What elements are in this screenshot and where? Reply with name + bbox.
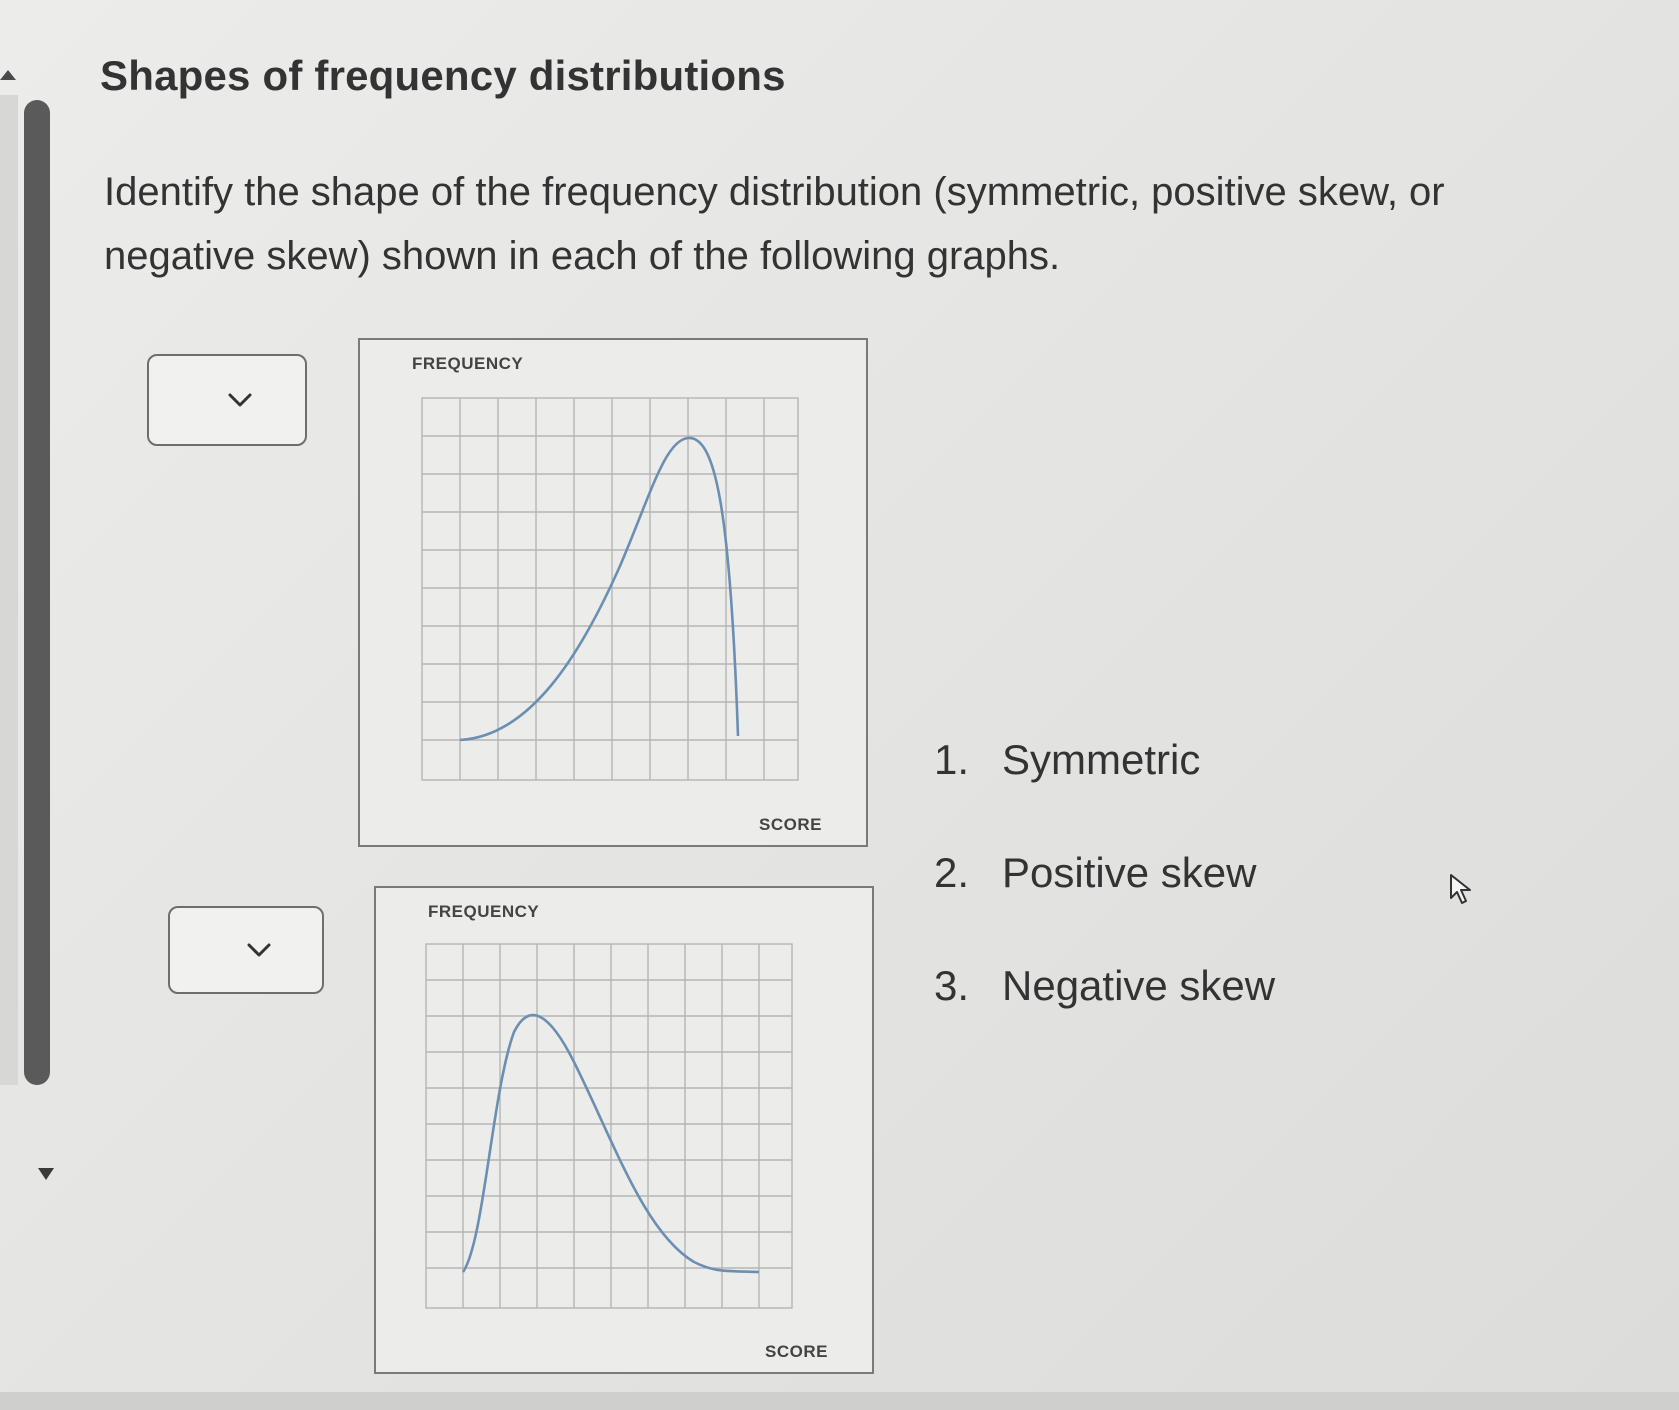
mouse-pointer-icon (1447, 872, 1477, 906)
graph-1-x-axis-label: SCORE (759, 815, 822, 834)
graph-1-y-axis-label: FREQUENCY (412, 354, 524, 373)
graph-1-plot (420, 396, 800, 782)
graph-2-answer-dropdown[interactable] (168, 906, 324, 994)
scroll-down-arrow-icon[interactable] (38, 1168, 54, 1180)
graph-2-x-axis-label: SCORE (765, 1342, 828, 1361)
graph-1-distribution-curve (460, 438, 738, 740)
option-number: 3. (934, 962, 970, 1009)
graph-2-plot (424, 942, 794, 1310)
option-label: Positive skew (1002, 849, 1257, 896)
option-symmetric (934, 728, 1275, 841)
question-instructions: Identify the shape of the frequency distribution (symmetric, positive skew, or negative skew) shown in each of the following graphs. (104, 170, 1445, 278)
option-positive-skew (934, 841, 1275, 954)
option-number: 1. (934, 736, 970, 783)
graph-2-grid (426, 944, 792, 1308)
option-negative-skew (934, 954, 1275, 1067)
scrollbar-thumb[interactable] (24, 100, 50, 1085)
option-label: Symmetric (1002, 736, 1201, 783)
option-number: 2. (934, 849, 970, 896)
graph-2 (374, 886, 874, 1374)
chevron-down-icon (246, 942, 272, 958)
graph-1 (358, 338, 868, 847)
chevron-down-icon (227, 392, 253, 408)
option-label: Negative skew (1002, 962, 1276, 1009)
graph-1-answer-dropdown[interactable] (147, 354, 307, 446)
page-title: Shapes of frequency distributions (100, 52, 786, 99)
answer-options-list (934, 728, 1275, 1067)
scrollbar-track[interactable] (0, 95, 18, 1085)
scroll-up-arrow-icon[interactable] (0, 70, 16, 80)
bottom-edge (0, 1392, 1679, 1410)
graph-2-y-axis-label: FREQUENCY (428, 902, 540, 921)
